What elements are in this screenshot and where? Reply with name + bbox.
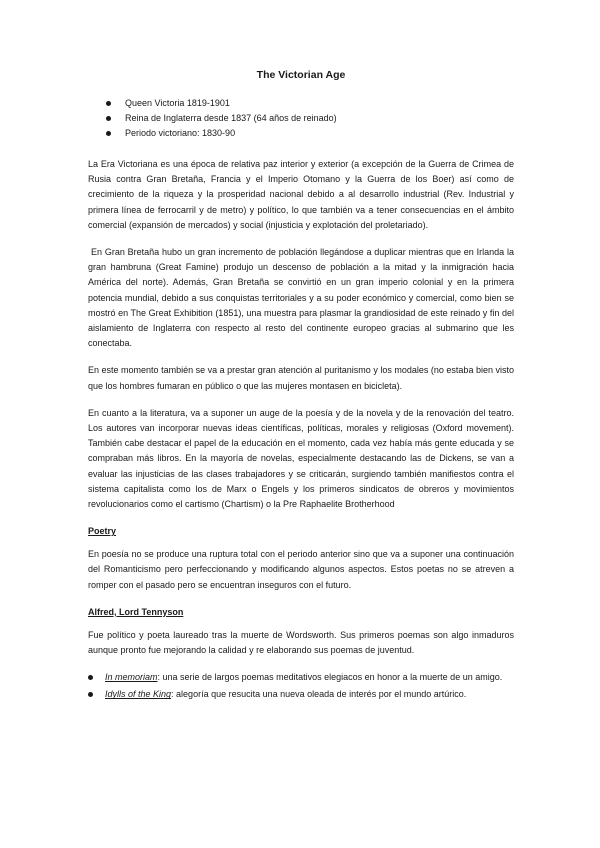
list-item: Periodo victoriano: 1830-90 bbox=[106, 126, 514, 141]
list-item bbox=[88, 670, 514, 685]
paragraph-tennyson: Fue político y poeta laureado tras la muerte de Wordsworth. Sus primeros poemas son algo inmaduros aunque pronto fue mejorando la calidad y re elaborando sus poemas de juventud. bbox=[88, 629, 514, 656]
paragraph-puritanism: En este momento también se va a prestar gran atención al puritanismo y los modales (no estaba bien visto que los hombres fumaran en público o que las mujeres montasen en bicicleta). bbox=[88, 365, 514, 391]
paragraph-poetry: En poesía no se produce una ruptura total con el periodo anterior sino que va a suponer una continuación del Romanticismo pero perfeccionando y modificando algunos aspectos. Estos poetas no se atreven a romper con el pasado pero se encuentran inseguros con el futuro. bbox=[88, 549, 514, 590]
poetry-heading: Poetry bbox=[88, 526, 117, 537]
document-title: The Victorian Age bbox=[256, 69, 346, 81]
paragraph-literature: En cuanto a la literatura, va a suponer un auge de la poesía y de la novela y de la renovación del teatro. Los autores van incorporar nuevas ideas científicas, políticas, morales y religiosas (Oxford movement). También cabe destacar el papel de la educación en el momento, cada vez había más gente educada y se compraban más libros. En la mayoría de novelas, especialmente destacando las de Dickens, se van a evaluar las injusticias de las clases trabajadores y se criticarán, surgiendo también manifiestos contra el sistema capitalista como los de Marx o Engels y los primeros sindicatos de obreros y movimientos revolucionarios como el cartismo (Chartism) o la Pre Raphaelite Brotherhood bbox=[88, 407, 514, 510]
list-item: Queen Victoria 1819-1901 bbox=[106, 96, 514, 111]
document-page bbox=[88, 68, 514, 705]
paragraph-intro: La Era Victoriana es una época de relativa paz interior y exterior (a excepción de la Guerra de Crimea de Rusia contra Gran Bretaña, Francia y el Imperio Otomano y la Guerra de los Boer) así como de crecimiento de la riqueza y la prosperidad nacional debido a al desarrollo industrial (Rev. Industrial y primera línea de ferrocarril y de metro) y político, lo que también va a tener consecuencias en el ámbito comercial (expansión de mercados) y social (injusticia y explotación del proletariado). bbox=[88, 159, 514, 230]
work-title: In memoriam bbox=[105, 672, 158, 683]
works-list bbox=[88, 670, 514, 702]
work-description: : una serie de largos poemas meditativos elegiacos en honor a la muerte de un amigo. bbox=[157, 672, 503, 683]
work-title: Idylls of the King bbox=[105, 689, 172, 700]
paragraph-population: En Gran Bretaña hubo un gran incremento de población llegándose a duplicar mientras que en Irlanda la gran hambruna (Great Famine) produjo un descenso de población a la mitad y la inmigración hacia América del norte). Además, Gran Bretaña se convirtió en un gran imperio colonial y en la primera potencia mundial, debido a sus conquistas territoriales y a su poder económico y comercial, como bien se mostró en The Great Exhibition (1851), una muestra para plasmar la grandiosidad de este reinado y fin del aislamiento de Inglaterra con respecto al resto del continente europeo gracias al submarino que les conectaba. bbox=[88, 247, 514, 349]
key-facts-list bbox=[88, 96, 514, 141]
tennyson-heading: Alfred, Lord Tennyson bbox=[88, 606, 184, 617]
list-item: Reina de Inglaterra desde 1837 (64 años de reinado) bbox=[106, 111, 514, 126]
list-item bbox=[88, 687, 514, 702]
work-description: : alegoría que resucita una nueva oleada de interés por el mundo artúrico. bbox=[171, 689, 467, 700]
